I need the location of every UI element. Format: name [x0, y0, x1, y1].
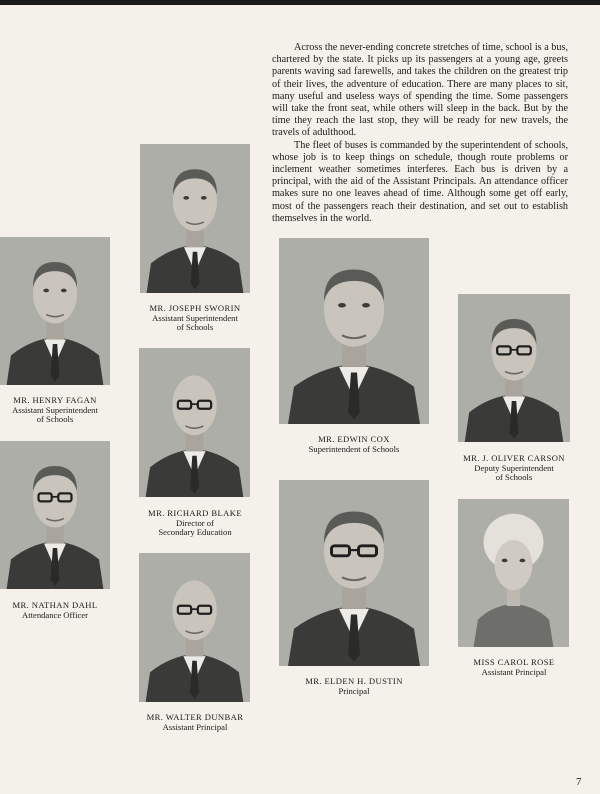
- intro-paragraph-1: Across the never-ending concrete stretches of time, school is a bus, chartered by the state. It picks up its passengers at a young age, greets parents waving sad farewells, and takes the children on the greatest trip of their lives, the adventure of education. There are many places to sit, many useful and useless ways of spending the time. Some passengers will take the front seat, while others will sleep in the back. But by the time they reach the last stop, they will be ready for new travels, the travels of adulthood.: [272, 42, 568, 139]
- staff-name: MISS CAROL ROSE: [473, 657, 555, 667]
- staff-title-2: of Schools: [176, 322, 214, 333]
- caption-richard-blake: [128, 509, 262, 538]
- right-eye: [61, 289, 67, 293]
- left-eye: [502, 559, 508, 563]
- portrait-image: [458, 499, 569, 647]
- caption-walter-dunbar: [128, 713, 262, 732]
- portrait-richard-blake: [139, 348, 250, 497]
- left-eye: [183, 196, 189, 200]
- staff-name: MR. ELDEN H. DUSTIN: [305, 676, 403, 686]
- portrait-image: [0, 441, 110, 589]
- staff-title: Superintendent of Schools: [308, 443, 400, 454]
- staff-title: Assistant Principal: [481, 666, 547, 677]
- right-eye: [519, 559, 525, 563]
- right-eye: [362, 303, 370, 308]
- page-number: 7: [576, 776, 582, 788]
- portrait-oliver-carson: [458, 294, 570, 442]
- staff-title: Attendance Officer: [22, 609, 88, 620]
- portrait-image: [279, 238, 429, 424]
- left-eye: [43, 289, 49, 293]
- staff-title-2: of Schools: [36, 414, 74, 425]
- staff-title: Director of: [176, 517, 214, 528]
- right-eye: [201, 196, 207, 200]
- staff-title: Assistant Superintendent: [12, 404, 98, 415]
- portrait-elden-dustin: [279, 480, 429, 666]
- staff-title: Deputy Superintendent: [474, 462, 554, 473]
- staff-title-2: of Schools: [495, 472, 533, 483]
- staff-name: MR. HENRY FAGAN: [13, 395, 97, 405]
- portrait-image: [139, 348, 250, 497]
- staff-name: MR. RICHARD BLAKE: [148, 508, 242, 518]
- staff-name: MR. EDWIN COX: [318, 434, 390, 444]
- portrait-nathan-dahl: [0, 441, 110, 589]
- portrait-joseph-sworin: [140, 144, 250, 293]
- intro-text: [272, 42, 568, 225]
- caption-carol-rose: [450, 658, 578, 677]
- staff-name: MR. J. OLIVER CARSON: [463, 453, 565, 463]
- left-eye: [338, 303, 346, 308]
- face: [495, 540, 533, 590]
- staff-name: MR. NATHAN DAHL: [12, 600, 98, 610]
- portrait-walter-dunbar: [139, 553, 250, 702]
- top-border: [0, 0, 600, 5]
- staff-name: MR. WALTER DUNBAR: [146, 712, 244, 722]
- caption-elden-dustin: [279, 677, 429, 696]
- caption-nathan-dahl: [0, 601, 110, 620]
- face: [172, 581, 216, 641]
- portrait-image: [0, 237, 110, 385]
- staff-name: MR. JOSEPH SWORIN: [149, 303, 241, 313]
- caption-joseph-sworin: [128, 304, 262, 333]
- staff-title: Principal: [338, 685, 370, 696]
- portrait-image: [139, 553, 250, 702]
- staff-title-2: Secondary Education: [158, 527, 232, 538]
- caption-henry-fagan: [0, 396, 110, 425]
- caption-edwin-cox: [279, 435, 429, 454]
- portrait-image: [140, 144, 250, 293]
- portrait-henry-fagan: [0, 237, 110, 385]
- caption-oliver-carson: [450, 454, 578, 483]
- portrait-carol-rose: [458, 499, 569, 647]
- portrait-edwin-cox: [279, 238, 429, 424]
- staff-title: Assistant Principal: [162, 721, 228, 732]
- portrait-image: [279, 480, 429, 666]
- staff-title: Assistant Superintendent: [152, 312, 238, 323]
- face: [172, 376, 216, 436]
- intro-paragraph-2: The fleet of buses is commanded by the superintendent of schools, whose job is to keep things on schedule, though route problems or inclement weather sometimes interferes. Each bus is driven by a principal, with the aid of the Assistant Principals. An attendance officer makes sure no one leaves ahead of time. Although some get off early, most of the passengers reach their destination, and set out to establish themselves in the world.: [272, 139, 568, 224]
- portrait-image: [458, 294, 570, 442]
